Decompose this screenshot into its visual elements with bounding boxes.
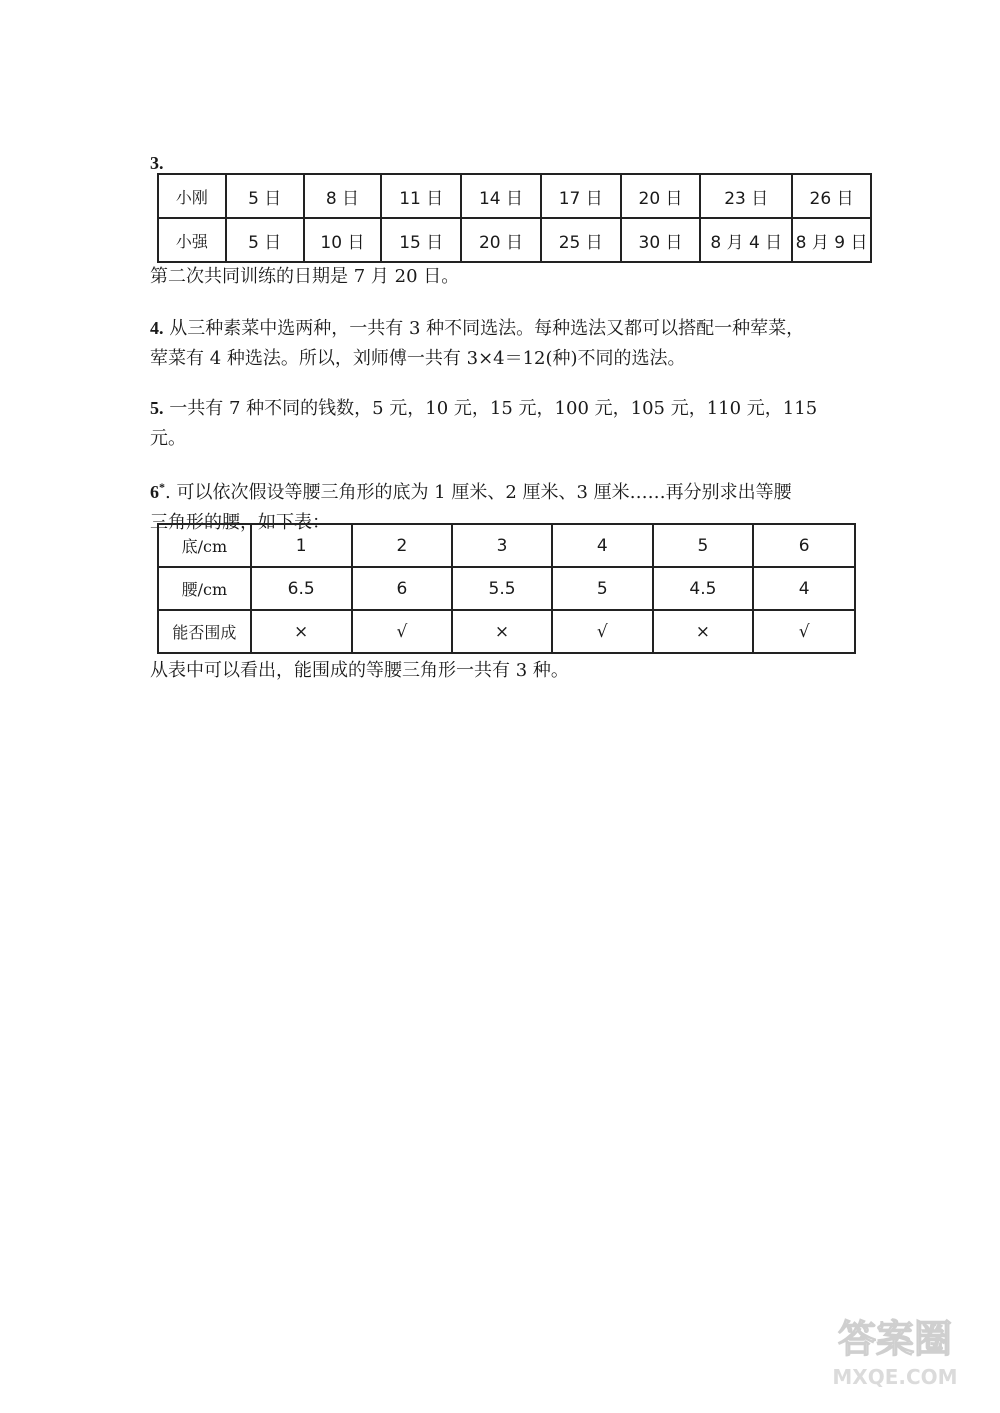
- q6-row-leg: [158, 567, 855, 610]
- q6-row-label: 能否围成: [158, 610, 251, 653]
- q6-cell: 5: [552, 567, 653, 610]
- q4-paragraph: [150, 313, 860, 374]
- q6-number: 6: [150, 482, 159, 502]
- q6-cell: ×: [452, 610, 552, 653]
- q6-cell: ×: [251, 610, 352, 653]
- q6-cell: √: [352, 610, 453, 653]
- q4-number: 4.: [150, 318, 164, 338]
- q6-cell: 4.5: [653, 567, 754, 610]
- watermark-url: MXQE.COM: [832, 1365, 958, 1389]
- q6-row-label: 底/cm: [158, 524, 251, 567]
- q6-star: *: [159, 480, 165, 494]
- q3-cell: 14 日: [461, 174, 541, 218]
- q6-cell: 6: [753, 524, 855, 567]
- q6-row-label: 腰/cm: [158, 567, 251, 610]
- q6-cell: 6.5: [251, 567, 352, 610]
- q3-cell: 30 日: [621, 218, 701, 262]
- q6-cell: 2: [352, 524, 453, 567]
- q3-cell: 25 日: [541, 218, 621, 262]
- q3-cell: 23 日: [700, 174, 792, 218]
- q3-cell: 5 日: [226, 218, 304, 262]
- q3-cell: 15 日: [381, 218, 461, 262]
- q3-cell: 5 日: [226, 174, 304, 218]
- q5-line2: 元。: [150, 428, 186, 449]
- q3-cell: 8 日: [304, 174, 382, 218]
- q6-cell: √: [753, 610, 855, 653]
- q3-cell: 17 日: [541, 174, 621, 218]
- watermark-logo: [820, 1308, 970, 1393]
- q6-cell: ×: [653, 610, 754, 653]
- q6-table: [157, 523, 856, 654]
- q6-row-can-form: [158, 610, 855, 653]
- q5-number: 5.: [150, 398, 164, 418]
- q3-cell: 20 日: [621, 174, 701, 218]
- q4-line1: 从三种素菜中选两种，一共有 3 种不同选法。每种选法又都可以搭配一种荤菜，: [169, 318, 805, 339]
- q5-paragraph: [150, 393, 860, 454]
- q3-conclusion: 第二次共同训练的日期是 7 月 20 日。: [150, 266, 460, 287]
- q6-cell: 5: [653, 524, 754, 567]
- q6-line2: 三角形的腰，如下表：: [150, 512, 330, 533]
- q4-line2: 荤菜有 4 种选法。所以，刘师傅一共有 3×4＝12(种)不同的选法。: [150, 348, 686, 369]
- q3-cell: 26 日: [792, 174, 871, 218]
- q6-cell: √: [552, 610, 653, 653]
- q5-line1: 一共有 7 种不同的钱数，5 元，10 元，15 元，100 元，105 元，110 元，115: [169, 398, 818, 419]
- q3-cell: 8 月 4 日: [700, 218, 792, 262]
- q6-cell: 1: [251, 524, 352, 567]
- q3-row-label: 小刚: [158, 174, 226, 218]
- q3-cell: 20 日: [461, 218, 541, 262]
- q3-cell: 10 日: [304, 218, 382, 262]
- q3-row-xiaogang: [158, 174, 871, 218]
- q3-table: [157, 173, 872, 263]
- watermark-title: 答案圈: [837, 1317, 953, 1361]
- q6-line1: . 可以依次假设等腰三角形的底为 1 厘米、2 厘米、3 厘米……再分别求出等腰: [165, 482, 792, 503]
- q6-row-base: [158, 524, 855, 567]
- q6-cell: 6: [352, 567, 453, 610]
- q6-cell: 5.5: [452, 567, 552, 610]
- q3-number: 3.: [150, 153, 164, 173]
- q6-conclusion: 从表中可以看出，能围成的等腰三角形一共有 3 种。: [150, 660, 569, 681]
- q3-row-label: 小强: [158, 218, 226, 262]
- q3-cell: 8 月 9 日: [792, 218, 871, 262]
- q6-cell: 4: [753, 567, 855, 610]
- q6-cell: 4: [552, 524, 653, 567]
- q3-cell: 11 日: [381, 174, 461, 218]
- q6-cell: 3: [452, 524, 552, 567]
- q3-row-xiaoqiang: [158, 218, 871, 262]
